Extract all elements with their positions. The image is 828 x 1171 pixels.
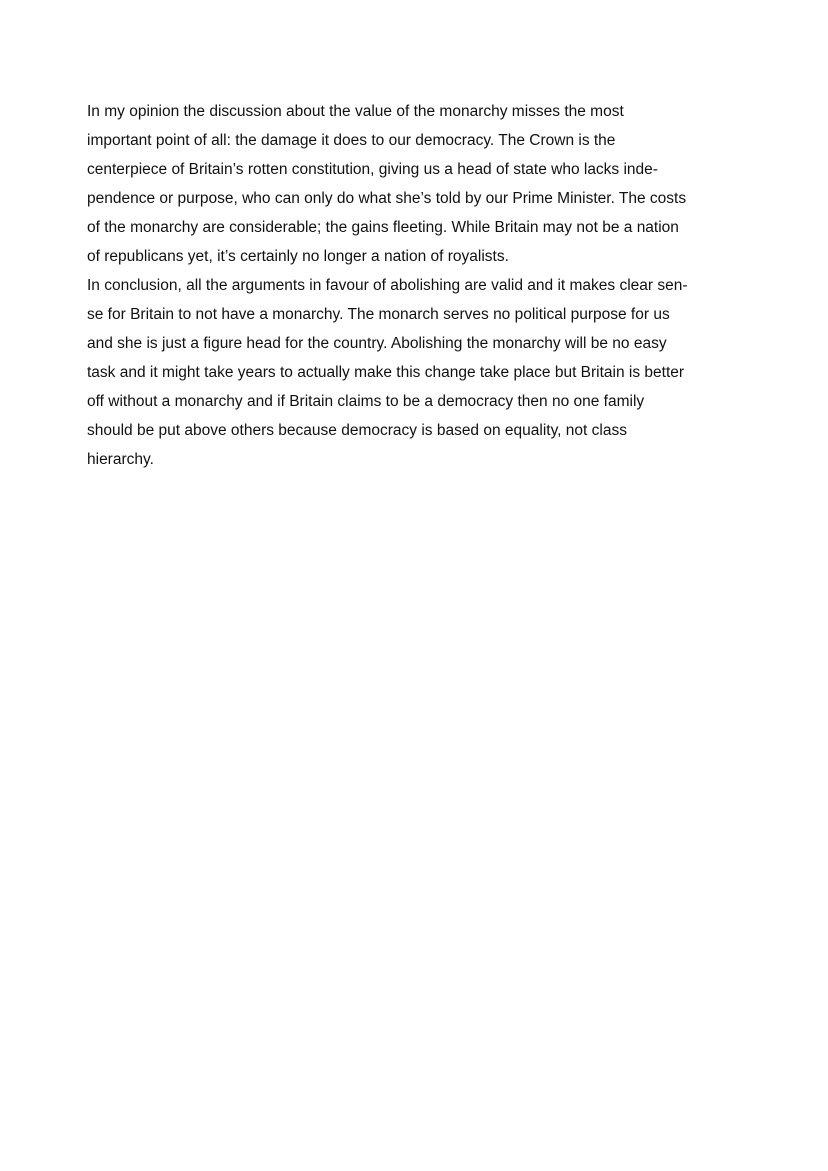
text-line: centerpiece of Britain’s rotten constitution, giving us a head of state who lacks inde- bbox=[87, 161, 658, 178]
text-line: task and it might take years to actually make this change take place but Britain is better bbox=[87, 364, 685, 381]
text-line: hierarchy. bbox=[87, 451, 154, 468]
text-line: should be put above others because democracy is based on equality, not class bbox=[87, 422, 627, 439]
text-line: In conclusion, all the arguments in favour of abolishing are valid and it makes clear sen- bbox=[87, 277, 688, 294]
text-line: se for Britain to not have a monarchy. The monarch serves no political purpose for us bbox=[87, 306, 670, 323]
text-line: of republicans yet, it’s certainly no longer a nation of royalists. bbox=[87, 248, 509, 265]
text-line: off without a monarchy and if Britain claims to be a democracy then no one family bbox=[87, 393, 645, 410]
body-text bbox=[87, 97, 757, 474]
text-line: and she is just a figure head for the country. Abolishing the monarchy will be no easy bbox=[87, 335, 667, 352]
text-line: In my opinion the discussion about the value of the monarchy misses the most bbox=[87, 103, 624, 120]
text-line: pendence or purpose, who can only do what she’s told by our Prime Minister. The costs bbox=[87, 190, 687, 207]
text-line: important point of all: the damage it does to our democracy. The Crown is the bbox=[87, 132, 616, 149]
text-line: of the monarchy are considerable; the gains fleeting. While Britain may not be a nation bbox=[87, 219, 679, 236]
